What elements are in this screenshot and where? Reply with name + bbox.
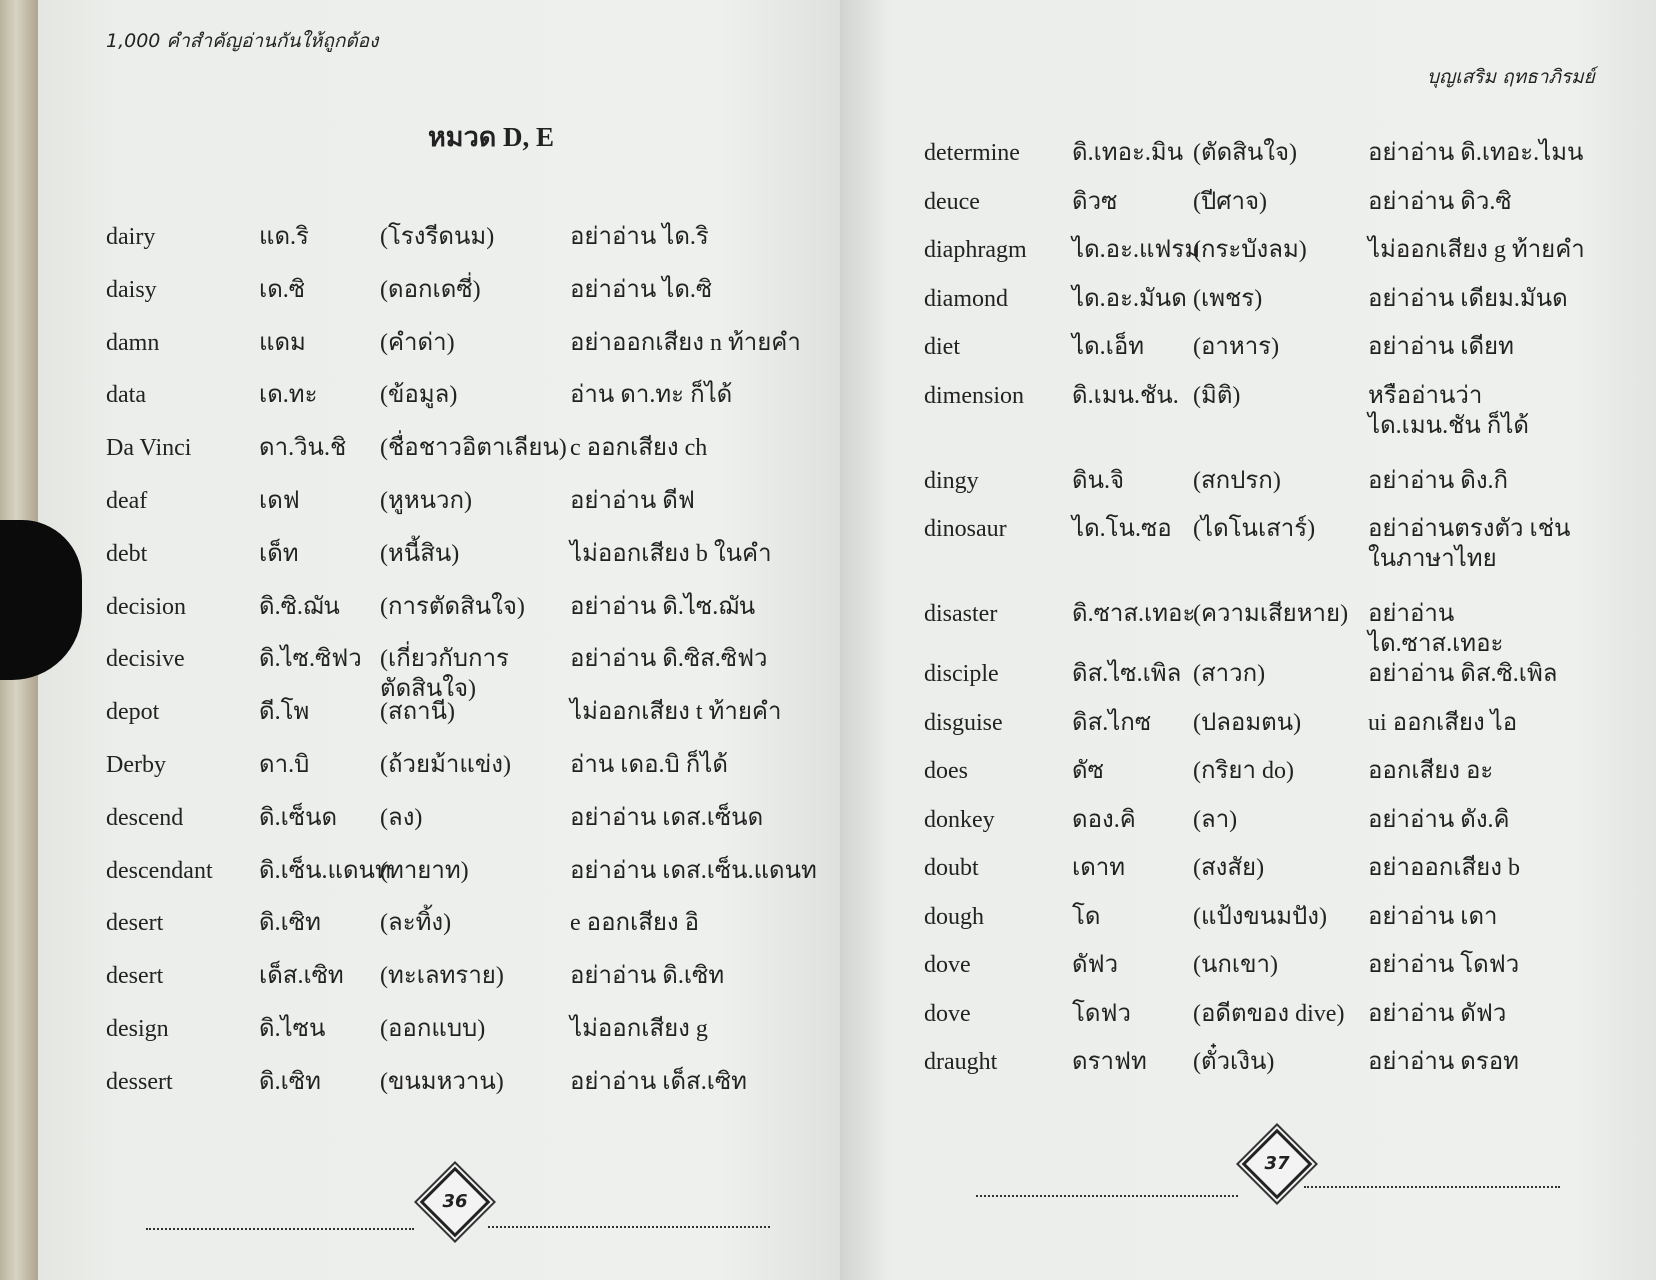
entry-note: อย่าอ่าน เดียม.มันด <box>1368 285 1568 312</box>
entry-pron: เด็ส.เซิท <box>259 963 344 990</box>
entry-row <box>106 433 830 486</box>
entry-note: อย่าออกเสียง b <box>1368 855 1520 881</box>
entry-word: data <box>106 382 146 409</box>
entry-note: อย่าอ่าน เด็ส.เซิท <box>570 1068 747 1095</box>
entry-word: diet <box>924 334 960 360</box>
entry-word: does <box>924 758 968 784</box>
entry-pron: ได.โน.ซอ <box>1072 516 1172 542</box>
entry-note: อย่าอ่าน ดิง.กิ <box>1368 467 1509 494</box>
entry-pron: ได.อะ.มันด <box>1072 285 1187 312</box>
entry-word: dough <box>924 903 984 930</box>
entry-word: desert <box>106 963 164 990</box>
entry-row <box>924 466 1593 515</box>
entry-row <box>106 539 830 592</box>
entry-note: ไม่ออกเสียง b ในคำ <box>570 540 772 567</box>
entry-meaning: (ทะเลทราย) <box>380 963 504 990</box>
entry-meaning: (สาวก) <box>1193 661 1266 687</box>
entry-row <box>924 138 1593 187</box>
entry-pron: ดราฟท <box>1072 1049 1147 1075</box>
entry-word: decisive <box>106 646 185 673</box>
entry-row <box>106 697 830 750</box>
entry-meaning: (ข้อมูล) <box>380 382 458 409</box>
entry-meaning: (กระบังลม) <box>1193 237 1307 263</box>
entry-note: อ่าน ดา.ทะ ก็ได้ <box>570 382 733 409</box>
entry-row <box>924 514 1593 599</box>
entry-pron: ได.อะ.แฟรม <box>1072 237 1201 263</box>
entry-meaning: (หูหนวก) <box>380 487 473 514</box>
entry-note: e ออกเสียง อิ <box>570 910 700 937</box>
entry-row <box>106 644 830 703</box>
entry-row <box>106 1014 830 1067</box>
entry-meaning: (โรงรีดนม) <box>380 224 495 250</box>
entry-meaning: (สกปรก) <box>1193 467 1281 494</box>
entry-pron: ดิ.ไซน <box>259 1015 326 1042</box>
entry-meaning: (ปลอมตน) <box>1193 709 1302 736</box>
running-head: บุญเสริม ฤทธาภิรมย์ <box>1427 66 1595 88</box>
entry-word: disguise <box>924 709 1003 736</box>
entry-row <box>924 381 1593 466</box>
entry-row <box>106 592 830 645</box>
entry-row <box>106 961 830 1014</box>
left-page <box>38 0 840 1280</box>
entry-word: desert <box>106 910 164 937</box>
entry-meaning: (ขนมหวาน) <box>380 1068 504 1095</box>
entry-pron: แด.ริ <box>259 224 309 250</box>
entry-note: อย่าอ่าน ดิ.ซิส.ซิฟว <box>570 646 768 673</box>
entry-pron: ดิ.เซ็น.แดนท <box>259 857 391 884</box>
entry-row <box>924 902 1593 951</box>
entry-pron: เด.ทะ <box>259 382 318 409</box>
entry-word: dove <box>924 1000 971 1027</box>
entry-pron: ดอง.คิ <box>1072 806 1136 833</box>
entry-note: อย่าอ่าน เดา <box>1368 903 1498 930</box>
entry-meaning: (อดีตของ dive) <box>1193 1000 1345 1027</box>
entry-pron: ดิน.จิ <box>1072 467 1125 494</box>
entry-note: อย่าอ่าน เดส.เซ็น.แดนท <box>570 857 817 884</box>
entry-note: อย่าอ่าน ได.ซิ <box>570 276 713 303</box>
entry-meaning: (ลา) <box>1193 806 1238 833</box>
entry-pron: โดฟว <box>1072 1000 1131 1027</box>
dotted-line <box>1304 1186 1560 1188</box>
entry-word: dessert <box>106 1068 173 1095</box>
entry-row <box>106 856 830 909</box>
entry-word: deaf <box>106 487 148 514</box>
entry-pron: ดิ.เมน.ชัน. <box>1072 382 1179 409</box>
entry-row <box>106 328 830 381</box>
entry-word: disaster <box>924 601 998 627</box>
entry-row <box>106 750 830 803</box>
entry-pron: ได.เอ็ท <box>1072 334 1145 360</box>
entry-meaning: (ออกแบบ) <box>380 1015 486 1042</box>
entry-row <box>106 275 830 328</box>
entry-row <box>924 659 1593 708</box>
entry-meaning: (สงสัย) <box>1193 855 1265 881</box>
entry-row <box>924 1047 1593 1096</box>
entry-note: อย่าอ่าน โดฟว <box>1368 952 1520 978</box>
page-number-badge <box>420 1167 491 1238</box>
entry-meaning: (การตัดสินใจ) <box>380 593 525 620</box>
entry-row <box>924 805 1593 854</box>
entry-word: debt <box>106 540 148 567</box>
entry-note: อย่าอ่าน ดิ.เซิท <box>570 963 725 990</box>
entry-word: dove <box>924 952 971 978</box>
entry-meaning: (ตั๋วเงิน) <box>1193 1049 1275 1075</box>
entry-pron: ดิ.เซ็นด <box>259 804 338 831</box>
entry-meaning: (หนี้สิน) <box>380 540 460 567</box>
entry-word: donkey <box>924 806 995 833</box>
entry-word: Da Vinci <box>106 435 192 462</box>
entry-pron: ดิ.ซาส.เทอะ <box>1072 601 1196 627</box>
entry-note: อย่าอ่าน ดรอท <box>1368 1049 1519 1075</box>
entry-word: dingy <box>924 467 979 494</box>
entry-meaning: (สถานี) <box>380 699 456 726</box>
entry-note: อย่าอ่าน ดิส.ซิ.เพิล <box>1368 661 1558 687</box>
entry-pron: ดัซ <box>1072 758 1104 784</box>
entry-row <box>924 756 1593 805</box>
entry-row <box>924 708 1593 757</box>
entry-meaning: (เกี่ยวกับการตัดสินใจ) <box>380 646 509 703</box>
dotted-line <box>488 1226 770 1228</box>
entry-meaning: (เพชร) <box>1193 285 1263 312</box>
entry-pron: เด็ท <box>259 540 299 567</box>
dotted-line <box>146 1228 414 1230</box>
entry-note: อย่าอ่าน ดีฟ <box>570 487 695 514</box>
entry-row <box>924 950 1593 999</box>
entry-pron: ดี.โพ <box>259 699 310 726</box>
entry-row <box>106 380 830 433</box>
entry-meaning: (ตัดสินใจ) <box>1193 140 1297 166</box>
entry-pron: ดิส.ไซ.เพิล <box>1072 661 1182 687</box>
entry-word: damn <box>106 329 160 356</box>
entry-meaning: (นกเขา) <box>1193 952 1279 978</box>
entry-meaning: (ดอกเดซี่) <box>380 276 481 303</box>
entry-meaning: (อาหาร) <box>1193 334 1280 360</box>
entry-meaning: (ความเสียหาย) <box>1193 601 1349 627</box>
entry-word: decision <box>106 593 186 620</box>
entry-pron: ดิ.เซิท <box>259 1068 321 1095</box>
running-head: 1,000 คำสำคัญอ่านกันให้ถูกต้อง <box>106 30 379 52</box>
entry-word: dimension <box>924 382 1024 409</box>
entry-row <box>924 235 1593 284</box>
entry-row <box>106 1067 830 1120</box>
entry-note: อย่าอ่าน ได.ซาส.เทอะ <box>1368 601 1504 657</box>
page-number: 37 <box>1264 1153 1290 1174</box>
entry-row <box>924 999 1593 1048</box>
entry-pron: เด.ซิ <box>259 276 306 303</box>
entry-pron: แดม <box>259 329 306 356</box>
entry-note: อย่าอ่าน เดียท <box>1368 334 1514 360</box>
entry-meaning: (แป้งขนมปัง) <box>1193 903 1327 930</box>
entry-row <box>924 284 1593 333</box>
page-number-badge <box>1242 1129 1313 1200</box>
entry-word: deuce <box>924 188 980 215</box>
entry-meaning: (ละทิ้ง) <box>380 910 452 937</box>
entry-note: อย่าอ่าน ดิว.ซิ <box>1368 188 1512 215</box>
entry-note: อย่าอ่าน ดิ.ไซ.ฌัน <box>570 593 756 620</box>
entry-word: depot <box>106 699 160 726</box>
entry-word: Derby <box>106 751 166 778</box>
entry-pron: ดิ.ไซ.ซิฟว <box>259 646 362 673</box>
entry-note: อย่าออกเสียง n ท้ายคำ <box>570 329 801 356</box>
entry-note: อย่าอ่าน ได.ริ <box>570 224 709 250</box>
entry-note: ui ออกเสียง ไอ <box>1368 709 1518 736</box>
entry-pron: ดิ.เซิท <box>259 910 321 937</box>
entry-meaning: (ไดโนเสาร์) <box>1193 516 1316 542</box>
section-title: หมวด D, E <box>428 122 555 152</box>
entry-note: อย่าอ่าน ดัฟว <box>1368 1000 1507 1027</box>
page-number: 36 <box>442 1191 468 1212</box>
entry-pron: เดฟ <box>259 487 300 514</box>
entry-list <box>924 138 1593 1096</box>
entry-word: doubt <box>924 855 979 881</box>
entry-list <box>106 222 830 1120</box>
entry-pron: ดา.บิ <box>259 751 310 778</box>
entry-meaning: (ปีศาจ) <box>1193 188 1267 215</box>
entry-meaning: (ถ้วยม้าแข่ง) <box>380 751 511 778</box>
entry-row <box>924 599 1593 659</box>
entry-meaning: (กริยา do) <box>1193 758 1294 784</box>
right-page <box>842 0 1656 1280</box>
entry-word: determine <box>924 140 1020 166</box>
entry-row <box>924 187 1593 236</box>
entry-word: diamond <box>924 285 1008 312</box>
entry-note: หรืออ่านว่า ได.เมน.ชัน ก็ได้ <box>1368 382 1529 439</box>
entry-row <box>106 486 830 539</box>
entry-row <box>106 803 830 856</box>
entry-word: dinosaur <box>924 516 1007 542</box>
entry-word: draught <box>924 1049 998 1075</box>
entry-word: disciple <box>924 661 999 687</box>
entry-word: descendant <box>106 857 213 884</box>
entry-note: อย่าอ่าน เดส.เซ็นด <box>570 804 764 831</box>
entry-pron: เดาท <box>1072 855 1126 881</box>
entry-word: daisy <box>106 276 157 303</box>
entry-row <box>106 222 830 275</box>
entry-note: อย่าอ่านตรงตัว เช่นในภาษาไทย <box>1368 516 1571 572</box>
entry-pron: ดิ.เทอะ.มิน <box>1072 140 1184 166</box>
entry-meaning: (ชื่อชาวอิตาเลียน) <box>380 435 567 462</box>
entry-note: ไม่ออกเสียง g ท้ายคำ <box>1368 237 1585 263</box>
dotted-line <box>976 1195 1238 1197</box>
entry-pron: ดัฟว <box>1072 952 1119 978</box>
entry-row <box>106 908 830 961</box>
entry-note: c ออกเสียง ch <box>570 435 708 462</box>
entry-note: อย่าอ่าน ดิ.เทอะ.ไมน <box>1368 140 1584 166</box>
entry-pron: โด <box>1072 903 1101 930</box>
entry-meaning: (คำด่า) <box>380 329 455 356</box>
entry-pron: ดา.วิน.ชิ <box>259 435 347 462</box>
entry-note: ไม่ออกเสียง t ท้ายคำ <box>570 699 782 726</box>
entry-word: dairy <box>106 224 156 250</box>
entry-row <box>924 853 1593 902</box>
entry-pron: ดิส.ไกซ <box>1072 709 1152 736</box>
entry-meaning: (ทายาท) <box>380 857 469 884</box>
entry-pron: ดิ.ซิ.ฌัน <box>259 593 340 620</box>
entry-note: ออกเสียง อะ <box>1368 758 1494 784</box>
entry-note: อย่าอ่าน ดัง.คิ <box>1368 806 1510 833</box>
entry-pron: ดิวซ <box>1072 188 1118 215</box>
entry-meaning: (ลง) <box>380 804 423 831</box>
entry-row <box>924 332 1593 381</box>
entry-word: diaphragm <box>924 237 1027 263</box>
entry-note: อ่าน เดอ.บิ ก็ได้ <box>570 751 728 778</box>
entry-meaning: (มิติ) <box>1193 382 1241 409</box>
entry-word: design <box>106 1015 169 1042</box>
entry-note: ไม่ออกเสียง g <box>570 1015 708 1042</box>
entry-word: descend <box>106 804 184 831</box>
